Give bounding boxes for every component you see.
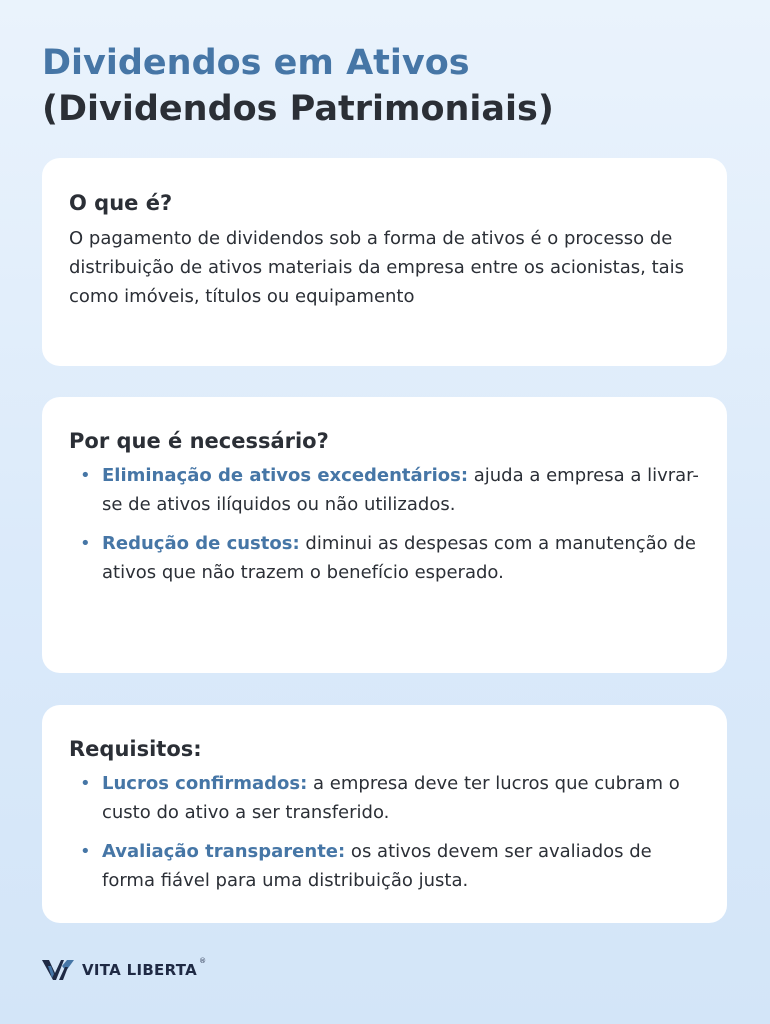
list-item-text: os ativos devem ser avaliados de forma fiável para uma distribuição justa. bbox=[102, 841, 652, 891]
list-item-text: a empresa deve ter lucros que cubram o custo do ativo a ser transferido. bbox=[102, 773, 680, 823]
title-line-1: Dividendos em Ativos bbox=[42, 43, 470, 83]
list-item bbox=[69, 837, 699, 895]
registered-mark: ® bbox=[199, 957, 207, 965]
page-title bbox=[42, 40, 554, 132]
why-needed-list bbox=[69, 461, 699, 587]
vita-liberta-logo-icon bbox=[42, 958, 74, 982]
what-is-it-card bbox=[42, 158, 727, 366]
requirements-heading: Requisitos: bbox=[69, 737, 202, 761]
why-needed-card bbox=[42, 397, 727, 673]
bullet-icon: • bbox=[80, 465, 91, 486]
bullet-icon: • bbox=[80, 533, 91, 554]
bullet-icon: • bbox=[80, 841, 91, 862]
brand-logo bbox=[42, 957, 206, 983]
list-item bbox=[69, 461, 699, 519]
bullet-icon: • bbox=[80, 773, 91, 794]
list-item-text: ajuda a empresa a livrar-se de ativos ilíquidos ou não utilizados. bbox=[102, 465, 699, 515]
title-line-2: (Dividendos Patrimoniais) bbox=[42, 89, 554, 129]
what-is-it-text: O pagamento de dividendos sob a forma de ativos é o processo de distribuição de ativos materiais da empresa entre os acionistas, tais como imóveis, títulos ou equipamento bbox=[69, 228, 685, 307]
requirements-list bbox=[69, 769, 699, 895]
list-item bbox=[69, 769, 699, 827]
list-item-term: Redução de custos: bbox=[102, 533, 300, 554]
list-item-term: Lucros confirmados: bbox=[102, 773, 308, 794]
list-item-term: Avaliação transparente: bbox=[102, 841, 346, 862]
what-is-it-heading: O que é? bbox=[69, 191, 173, 215]
list-item-text: diminui as despesas com a manutenção de ativos que não trazem o benefício esperado. bbox=[102, 533, 696, 583]
requirements-card bbox=[42, 705, 727, 923]
list-item-term: Eliminação de ativos excedentários: bbox=[102, 465, 469, 486]
why-needed-heading: Por que é necessário? bbox=[69, 429, 329, 453]
brand-name: VITA LIBERTA bbox=[82, 961, 198, 979]
list-item bbox=[69, 529, 699, 587]
